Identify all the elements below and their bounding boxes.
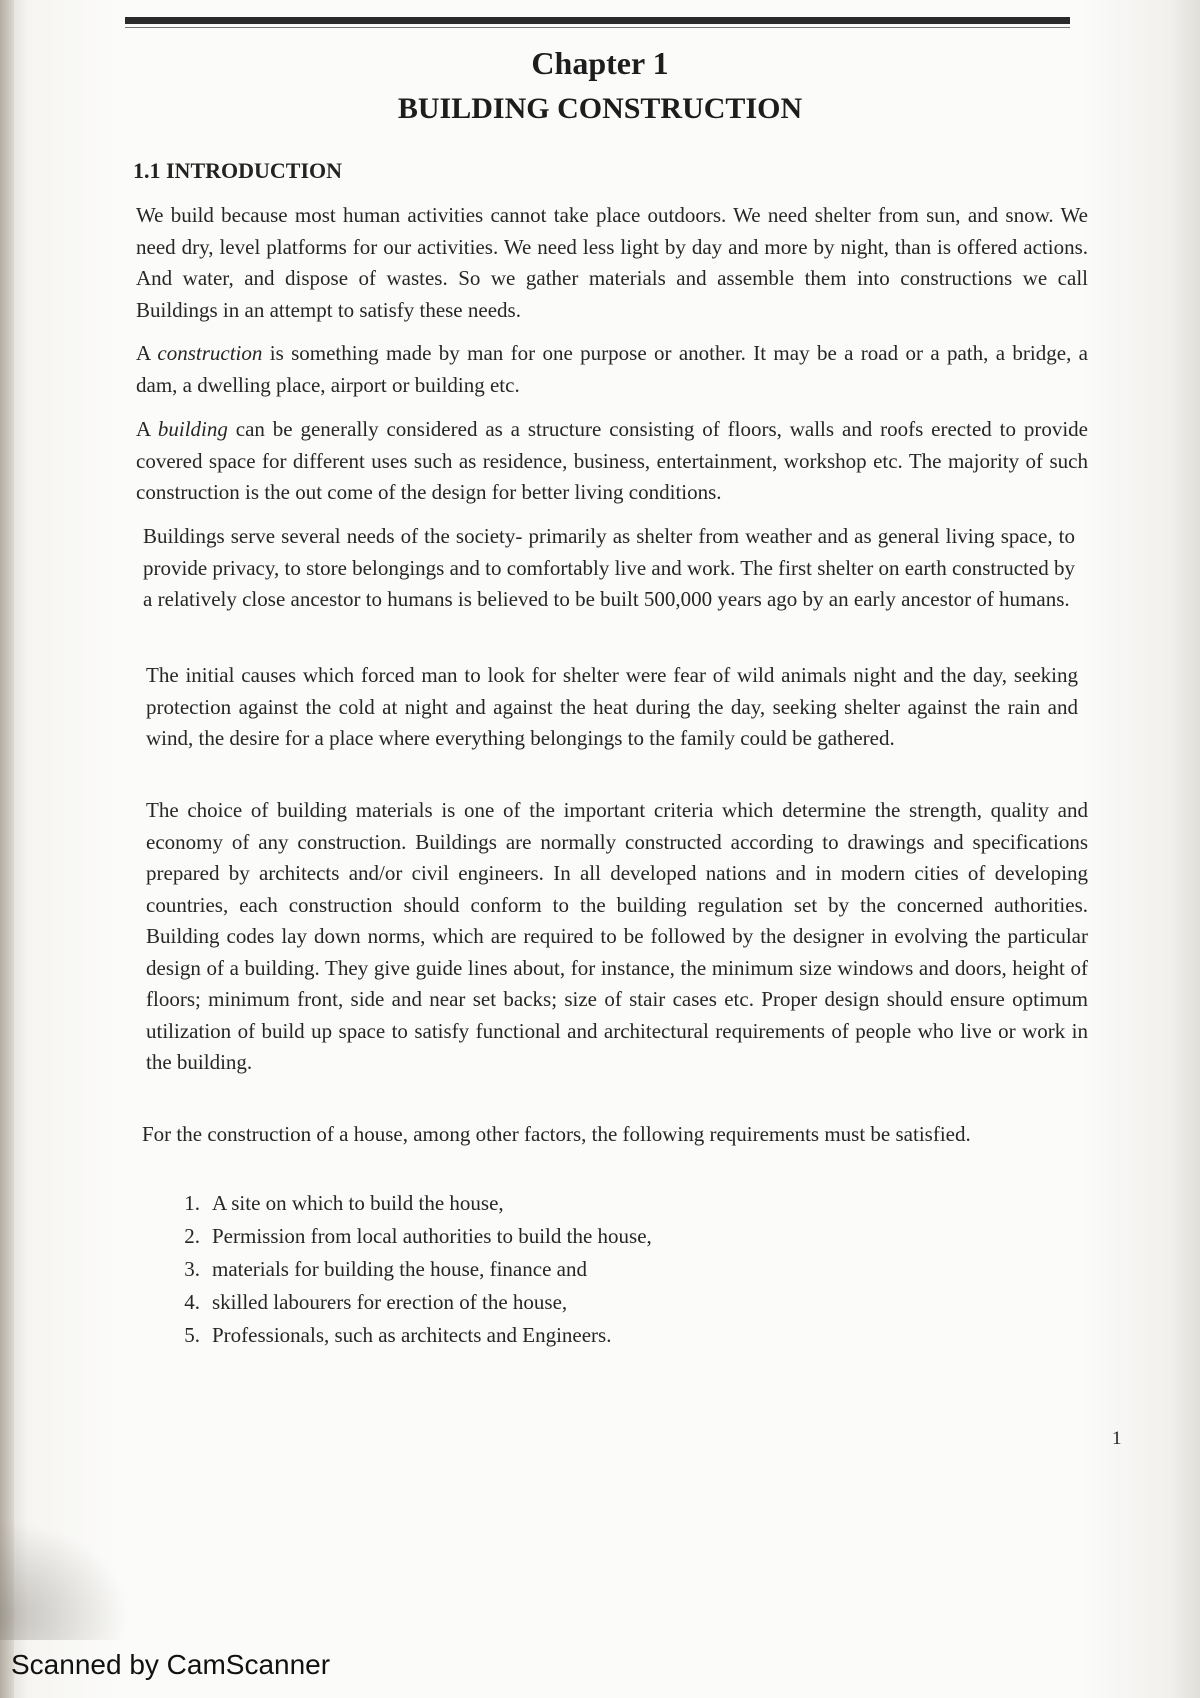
list-item-text: skilled labourers for erection of the house,	[212, 1290, 568, 1314]
chapter-number: Chapter 1	[531, 45, 669, 81]
term-building: building	[157, 417, 228, 441]
paragraph-building-definition	[136, 414, 1088, 509]
list-item-number: 1.	[184, 1191, 200, 1215]
list-item	[168, 1253, 652, 1286]
list-item-text: Professionals, such as architects and Engineers.	[212, 1323, 612, 1347]
list-item-number: 3.	[184, 1257, 200, 1281]
section-heading: 1.1 INTRODUCTION	[133, 158, 343, 183]
requirements-list	[168, 1187, 652, 1352]
paragraph-lead: A	[136, 417, 158, 441]
paragraph-intro: We build because most human activities cannot take place outdoors. We need shelter from sun, and snow. We need dry, level platforms for our activities. We need less light by day and more by night, than is offered actions. And water, and dispose of wastes. So we gather materials and assemble them into constructions we call Buildings in an attempt to satisfy these needs.	[136, 203, 1088, 322]
scan-shadow	[0, 1520, 130, 1640]
header-rule	[125, 17, 1070, 24]
list-item	[168, 1319, 652, 1352]
paragraph-house-requirements: For the construction of a house, among other factors, the following requirements must be satisfied.	[142, 1122, 971, 1146]
paragraph-building-needs: Buildings serve several needs of the society- primarily as shelter from weather and as general living space, to provide privacy, to store belongings and to comfortably live and work. The first shelter on earth constructed by a relatively close ancestor to humans is believed to be built 500,000 years ago by an early ancestor of humans.	[143, 524, 1075, 611]
term-construction: construction	[157, 341, 263, 365]
paragraph-building-materials: The choice of building materials is one of the important criteria which determine the strength, quality and economy of any construction. Buildings are normally constructed according to drawings and specifications prepared by architects and/or civil engineers. In all developed nations and in modern cities of developing countries, each construction should conform to the building regulation set by the concerned authorities. Building codes lay down norms, which are required to be followed by the designer in evolving the particular design of a building. They give guide lines about, for instance, the minimum size windows and doors, height of floors; minimum front, side and near set backs; size of stair cases etc. Proper design should ensure optimum utilization of build up space to satisfy functional and architectural requirements of people who live or work in the building.	[146, 798, 1088, 1074]
list-item-text: Permission from local authorities to build the house,	[212, 1224, 652, 1248]
paragraph-initial-causes: The initial causes which forced man to look for shelter were fear of wild animals night and the day, seeking protection against the cold at night and against the heat during the day, seeking shelter against the rain and wind, the desire for a place where everything belongings to the family could be gathered.	[146, 663, 1078, 750]
list-item-text: materials for building the house, finance and	[212, 1257, 587, 1281]
paragraph-lead: A	[136, 341, 158, 365]
list-item-text: A site on which to build the house,	[212, 1191, 504, 1215]
list-item	[168, 1220, 652, 1253]
page-edge-shadow	[0, 0, 14, 1698]
list-item-number: 4.	[184, 1290, 200, 1314]
list-item	[168, 1187, 652, 1220]
chapter-title: BUILDING CONSTRUCTION	[397, 92, 803, 125]
page-number: 1	[1112, 1428, 1122, 1449]
paragraph-construction-definition	[136, 338, 1088, 401]
list-item-number: 5.	[184, 1323, 200, 1347]
scanner-watermark: Scanned by CamScanner	[11, 1649, 331, 1680]
paragraph-rest: can be generally considered as a structure consisting of floors, walls and roofs erected to provide covered space for different uses such as residence, business, entertainment, workshop etc. The majority of such construction is the out come of the design for better living conditions.	[136, 417, 1089, 504]
list-item	[168, 1286, 652, 1319]
paragraph-rest: is something made by man for one purpose or another. It may be a road or a path, a bridge, a dam, a dwelling place, airport or building etc.	[136, 341, 1088, 397]
list-item-number: 2.	[184, 1224, 200, 1248]
header-rule-thin	[125, 27, 1070, 28]
